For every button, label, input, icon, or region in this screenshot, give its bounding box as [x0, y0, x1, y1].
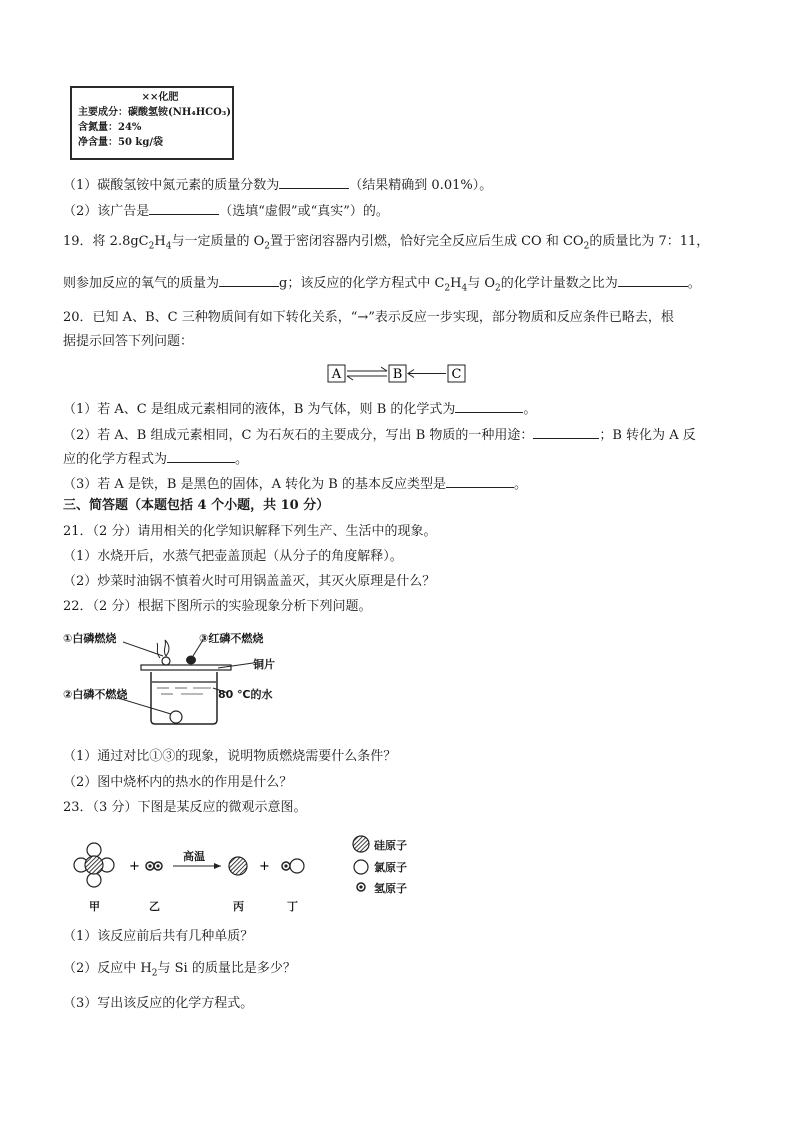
legend-hydrogen-core [359, 885, 362, 888]
q22-stem: 22．（2 分）根据下图所示的实验现象分析下列问题。 [63, 599, 372, 614]
subscript: 4 [461, 283, 468, 294]
reaction-micro-diagram [63, 830, 423, 915]
q20-part2-text: 应的化学方程式为 [63, 452, 168, 467]
q18-part2-note: （选填“虚假”或“真实”）的。 [219, 204, 389, 219]
q23-part2-text: （2）反应中 H [63, 961, 152, 976]
q20-stem-line2: 据提示回答下列问题： [63, 334, 194, 349]
white-phosphorus-burning [162, 657, 170, 665]
red-phosphorus [186, 656, 196, 665]
subscript: 2 [148, 241, 155, 252]
box-b-label: B [392, 367, 403, 382]
q19-text: 19．将 2.8gC [63, 234, 149, 249]
answer-blank[interactable] [167, 449, 235, 463]
q20-part1 [63, 399, 536, 418]
section-heading: 三、简答题（本题包括 4 个小题，共 10 分） [63, 498, 330, 513]
legend-chlorine-label: 氯原子 [374, 861, 407, 874]
label-copper: 铜片 [253, 658, 275, 671]
legend-silicon-label: 硅原子 [374, 839, 407, 852]
reaction-condition: 高温 [183, 850, 205, 863]
ad-net-weight: 净含量：50 kg/袋 [78, 137, 163, 148]
beaker [151, 672, 217, 724]
chlorine-atom [87, 873, 101, 887]
answer-blank[interactable] [533, 425, 599, 439]
q19-text: H [154, 234, 166, 249]
ad-nitrogen: 含氮量：24% [78, 122, 142, 133]
plus-sign: + [259, 859, 270, 874]
silicon-atom [229, 857, 247, 875]
q20-part3-end: 。 [513, 477, 527, 492]
box-c-label: C [451, 367, 462, 382]
arrow-head [214, 863, 221, 869]
q18-part2-text: （2）该广告是 [63, 204, 150, 219]
q19-text: 与 O [467, 276, 496, 291]
q19-text: 的质量比为 7：11， [589, 234, 710, 249]
q19-text: 与一定质量的 O [171, 234, 265, 249]
hydrogen-core [284, 864, 287, 867]
label-red-phosphorus-not-burning: ③红磷不燃烧 [199, 632, 264, 645]
label-white-phosphorus-not-burning: ②白磷不燃烧 [63, 688, 128, 701]
q23-part2 [63, 961, 296, 977]
chlorine-atom [87, 843, 101, 857]
label-white-phosphorus-burning: ①白磷燃烧 [63, 632, 117, 645]
chlorine-atom [290, 859, 304, 873]
arrow-head [381, 367, 387, 371]
subscript: 2 [583, 241, 590, 252]
q18-part1 [63, 175, 492, 194]
hydrogen-core [148, 864, 151, 867]
answer-blank[interactable] [446, 474, 514, 488]
q19-text: g；该反应的化学方程式中 C [279, 276, 445, 291]
label-bing: 丙 [233, 900, 244, 913]
q20-part1-text: （1）若 A、C 是组成元素相同的液体，B 为气体，则 B 的化学式为 [63, 402, 456, 417]
q19-text: 则参加反应的氧气的质量为 [63, 276, 220, 291]
q22-part1: （1）通过对比①③的现象，说明物质燃烧需要什么条件？ [63, 749, 397, 764]
ad-title: ××化肥 [141, 92, 179, 103]
q18-part2 [63, 201, 389, 220]
q19-text: 的化学计量数之比为 [500, 276, 618, 291]
q19-text: H [450, 276, 462, 291]
q21-stem: 21．（2 分）请用相关的化学知识解释下列生产、生活中的现象。 [63, 524, 437, 539]
q19-text: 。 [687, 276, 701, 291]
box-a-label: A [331, 367, 342, 382]
subscript: 2 [495, 283, 501, 294]
subscript: 2 [444, 283, 451, 294]
q23-part1: （1）该反应前后共有几种单质？ [63, 929, 254, 944]
arrow-head [347, 376, 353, 380]
answer-blank[interactable] [455, 399, 523, 413]
white-phosphorus-underwater [170, 711, 182, 723]
q20-part2-text: （2）若 A、B 组成元素相同，C 为石灰石的主要成分，写出 B 物质的一种用途： [63, 428, 534, 443]
ad-ingredient: 主要成分：碳酸氢铵(NH₄HCO₃) [78, 107, 231, 118]
q19-line2 [63, 273, 701, 292]
abc-transformation-diagram [325, 362, 470, 386]
legend-silicon-icon [353, 836, 369, 852]
legend-chlorine-icon [354, 860, 368, 874]
q20-part2-text: ；B 转化为 A 反 [599, 428, 696, 443]
flame-icon [164, 640, 169, 656]
q20-part2-end: 。 [235, 452, 249, 467]
q23-part2-text: 与 Si 的质量比是多少？ [157, 961, 296, 976]
q22-part2: （2）图中烧杯内的热水的作用是什么？ [63, 775, 293, 790]
subscript: 4 [165, 241, 172, 252]
answer-blank[interactable] [219, 273, 279, 287]
q20-stem-line1: 20．已知 A、B、C 三种物质间有如下转化关系，“→”表示反应一步实现，部分物质和反应条件已略去，根 [63, 310, 674, 325]
q23-stem: 23．（3 分）下图是某反应的微观示意图。 [63, 800, 307, 815]
flame-icon [157, 643, 160, 658]
silicon-atom [85, 856, 103, 874]
label-yi: 乙 [149, 900, 160, 913]
q20-part1-end: 。 [523, 402, 537, 417]
q19-line1 [63, 234, 709, 250]
copper-plate [141, 665, 231, 670]
q19-text: 置于密闭容器内引燃，恰好完全反应后生成 CO 和 CO [269, 234, 584, 249]
answer-blank[interactable] [618, 273, 688, 287]
combustion-experiment-figure [63, 628, 283, 728]
label-hot-water: 80 ℃的水 [218, 688, 273, 701]
q20-part3-text: （3）若 A 是铁，B 是黑色的固体，A 转化为 B 的基本反应类型是 [63, 477, 446, 492]
plus-sign: + [129, 859, 140, 874]
q23-part3: （3）写出该反应的化学方程式。 [63, 996, 254, 1011]
subscript: 2 [151, 968, 158, 979]
fertilizer-ad-box [70, 86, 234, 160]
hydrogen-core [156, 864, 159, 867]
legend-hydrogen-label: 氢原子 [374, 882, 407, 895]
label-ding: 丁 [287, 900, 298, 913]
subscript: 2 [264, 241, 270, 252]
answer-blank[interactable] [279, 175, 349, 189]
label-jia: 甲 [89, 900, 100, 913]
q20-part2-cont [63, 449, 248, 468]
q18-part1-text: （1）碳酸氢铵中氮元素的质量分数为 [63, 178, 280, 193]
q21-part2: （2）炒菜时油锅不慎着火时可用锅盖盖灭，其灭火原理是什么？ [63, 574, 436, 589]
q20-part2 [63, 425, 696, 444]
answer-blank[interactable] [149, 201, 219, 215]
q18-part1-note: （结果精确到 0.01%）。 [349, 178, 493, 193]
q20-part3 [63, 474, 527, 493]
q21-part1: （1）水烧开后，水蒸气把壶盖顶起（从分子的角度解释）。 [63, 549, 403, 564]
